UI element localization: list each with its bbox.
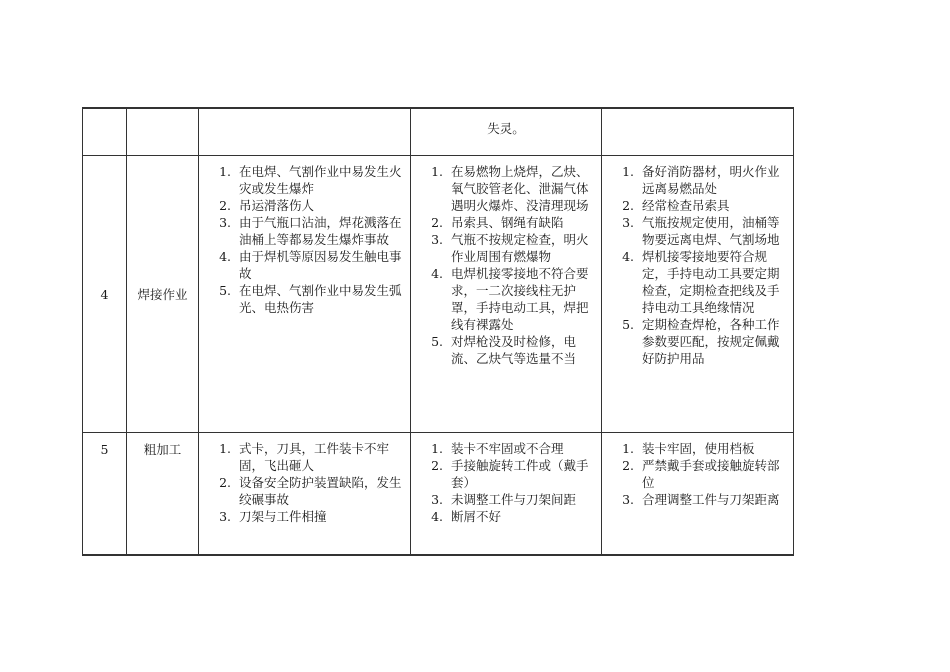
list-item <box>612 248 785 316</box>
item-number: 4. <box>431 266 443 281</box>
item-text: 吊运滑落伤人 <box>239 198 315 213</box>
item-text: 断屑不好 <box>451 509 502 524</box>
list-item <box>421 508 593 525</box>
list-item <box>421 265 593 333</box>
item-text: 式卡，刀具，工件装卡不牢固，飞出砸人 <box>239 441 390 473</box>
item-number: 3. <box>219 215 231 230</box>
item-text: 焊机接零接地要符合规定，手持电动工具要定期检查，定期检查把线及手持电动工具绝缘情况 <box>642 249 780 315</box>
item-text: 严禁戴手套或接触旋转部位 <box>642 458 780 490</box>
measure-list <box>602 433 793 508</box>
item-text: 气瓶不按规定检查，明火作业周围有燃爆物 <box>451 232 589 264</box>
item-number: 5. <box>622 317 634 332</box>
item-number: 4. <box>431 509 443 524</box>
measure-cell <box>602 433 794 556</box>
item-number: 2. <box>219 475 231 490</box>
item-text: 刀架与工件相撞 <box>239 509 327 524</box>
item-number: 5. <box>431 334 443 349</box>
job-cell <box>127 108 199 156</box>
hazard-list <box>199 156 410 316</box>
list-item <box>612 440 785 457</box>
item-text: 装卡不牢固或不合理 <box>451 441 564 456</box>
item-number: 1. <box>622 441 634 456</box>
list-item <box>209 474 402 508</box>
item-text: 备好消防器材，明火作业远离易燃品处 <box>642 164 780 196</box>
item-text: 装卡牢固，使用档板 <box>642 441 755 456</box>
job-name: 焊接作业 <box>127 156 199 433</box>
item-number: 2. <box>622 458 634 473</box>
item-text: 在易燃物上烧焊，乙炔、氧气胶管老化、泄漏气体遇明火爆炸、没清理现场 <box>451 164 589 213</box>
item-number: 1. <box>431 164 443 179</box>
item-number: 3. <box>431 492 443 507</box>
cause-cell <box>411 156 602 433</box>
job-name: 粗加工 <box>127 433 199 556</box>
measure-cell <box>602 108 794 156</box>
hazard-cell <box>199 433 411 556</box>
list-item <box>421 231 593 265</box>
item-text: 对焊枪没及时检修，电流、乙炔气等选量不当 <box>451 334 577 366</box>
item-number: 3. <box>431 232 443 247</box>
item-text: 电焊机接零接地不符合要求，一二次接线柱无护罩，手持电动工具，焊把线有裸露处 <box>451 266 589 332</box>
item-text: 未调整工件与刀架间距 <box>451 492 577 507</box>
list-item <box>612 163 785 197</box>
hazard-cell <box>199 156 411 433</box>
hazard-cell <box>199 108 411 156</box>
cause-list <box>411 156 601 367</box>
list-item <box>209 248 402 282</box>
list-item <box>421 333 593 367</box>
list-item <box>612 214 785 248</box>
item-text: 定期检查焊枪，各种工作参数要匹配，按规定佩戴好防护用品 <box>642 317 780 366</box>
item-number: 4. <box>622 249 634 264</box>
cause-cell <box>411 108 602 156</box>
item-number: 2. <box>431 458 443 473</box>
item-text: 手接触旋转工件或（戴手套） <box>451 458 589 490</box>
item-text: 气瓶按规定使用，油桶等物要远离电焊、气割场地 <box>642 215 780 247</box>
item-text: 由于焊机等原因易发生触电事故 <box>239 249 402 281</box>
list-item <box>612 316 785 367</box>
row-number: 4 <box>83 156 127 433</box>
item-number: 1. <box>219 441 231 456</box>
continuation-text: 失灵。 <box>487 121 525 136</box>
table-row-continuation <box>83 108 794 156</box>
item-number: 1. <box>431 441 443 456</box>
item-number: 3. <box>219 509 231 524</box>
cause-cell <box>411 433 602 556</box>
list-item <box>209 197 402 214</box>
item-text: 由于气瓶口沾油，焊花溅落在油桶上等都易发生爆炸事故 <box>239 215 402 247</box>
hazard-table <box>82 107 794 556</box>
item-text: 在电焊、气割作业中易发生弧光、电热伤害 <box>239 283 402 315</box>
list-item <box>421 457 593 491</box>
list-item <box>209 163 402 197</box>
list-item <box>612 491 785 508</box>
item-number: 2. <box>431 215 443 230</box>
item-text: 经常检查吊索具 <box>642 198 730 213</box>
list-item <box>421 214 593 231</box>
list-item <box>612 457 785 491</box>
list-item <box>209 440 402 474</box>
measure-list <box>602 156 793 367</box>
table-row <box>83 156 794 433</box>
list-item <box>421 491 593 508</box>
item-number: 3. <box>622 215 634 230</box>
no-cell <box>83 108 127 156</box>
hazard-list <box>199 433 410 525</box>
list-item <box>421 163 593 214</box>
list-item <box>612 197 785 214</box>
item-number: 5. <box>219 283 231 298</box>
item-number: 1. <box>622 164 634 179</box>
list-item <box>209 214 402 248</box>
measure-cell <box>602 156 794 433</box>
item-number: 3. <box>622 492 634 507</box>
item-number: 2. <box>622 198 634 213</box>
table-row <box>83 433 794 556</box>
item-text: 在电焊、气割作业中易发生火灾或发生爆炸 <box>239 164 402 196</box>
list-item <box>209 282 402 316</box>
list-item <box>421 440 593 457</box>
list-item <box>209 508 402 525</box>
item-text: 合理调整工件与刀架距离 <box>642 492 780 507</box>
cause-list <box>411 433 601 525</box>
item-text: 设备安全防护装置缺陷，发生绞碾事故 <box>239 475 402 507</box>
item-number: 1. <box>219 164 231 179</box>
item-text: 吊索具、钢绳有缺陷 <box>451 215 564 230</box>
item-number: 2. <box>219 198 231 213</box>
item-number: 4. <box>219 249 231 264</box>
row-number: 5 <box>83 433 127 556</box>
